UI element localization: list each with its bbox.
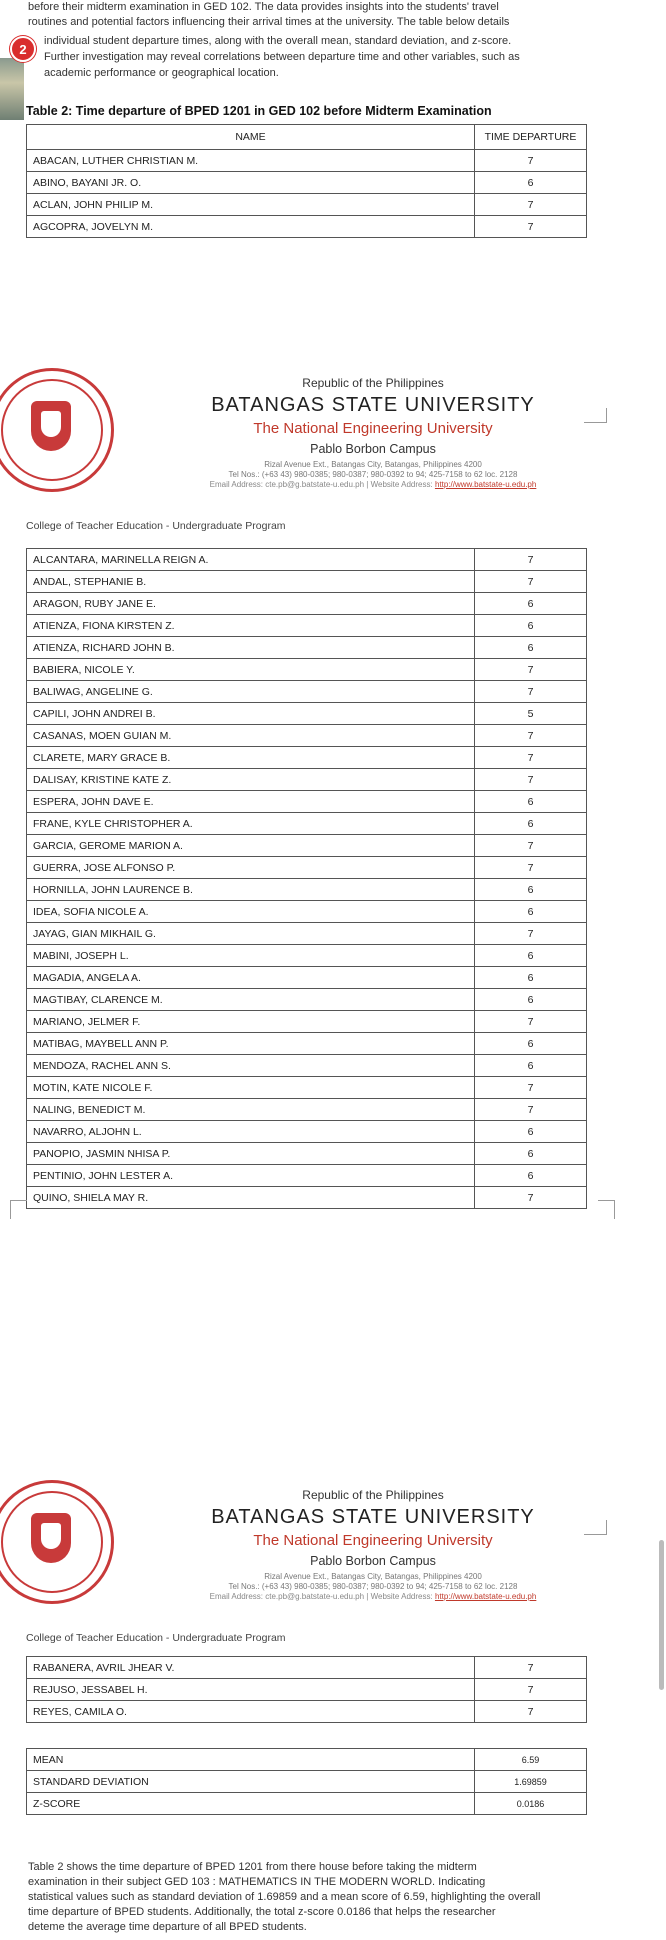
table-row <box>27 747 587 769</box>
student-name: JAYAG, GIAN MIKHAIL G. <box>27 923 475 945</box>
contact-line <box>80 480 666 489</box>
table-row <box>27 1077 587 1099</box>
time-value: 7 <box>475 1011 587 1033</box>
time-value: 6 <box>475 172 587 194</box>
intro-line: academic performance or geographical location. <box>44 67 279 79</box>
university-header <box>0 1480 666 1630</box>
time-value: 7 <box>475 747 587 769</box>
table-row <box>27 549 587 571</box>
table-row <box>27 791 587 813</box>
student-name: ANDAL, STEPHANIE B. <box>27 571 475 593</box>
table-row <box>27 725 587 747</box>
scrollbar[interactable] <box>659 1540 664 1690</box>
page-corner-mark <box>598 1200 615 1219</box>
campus-name: Pablo Borbon Campus <box>310 442 436 456</box>
student-name: CLARETE, MARY GRACE B. <box>27 747 475 769</box>
student-name: PANOPIO, JASMIN NHISA P. <box>27 1143 475 1165</box>
website-link[interactable]: http://www.batstate-u.edu.ph <box>434 1592 537 1601</box>
student-name: FRANE, KYLE CHRISTOPHER A. <box>27 813 475 835</box>
student-name: AGCOPRA, JOVELYN M. <box>27 216 475 238</box>
student-name: REYES, CAMILA O. <box>27 1701 475 1723</box>
conclusion-line: statistical values such as standard deviation of 1.69859 and a mean score of 6.59, highlighting the overall <box>28 1891 541 1903</box>
student-name: CASANAS, MOEN GUIAN M. <box>27 725 475 747</box>
table-row <box>27 967 587 989</box>
student-name: MAGADIA, ANGELA A. <box>27 967 475 989</box>
campus-address: Rizal Avenue Ext., Batangas City, Batangas, Philippines 4200 <box>264 460 482 469</box>
notification-badge[interactable]: 2 <box>10 36 36 62</box>
time-value: 7 <box>475 835 587 857</box>
republic-label: Republic of the Philippines <box>302 1488 444 1502</box>
intro-line: before their midterm examination in GED 102. The data provides insights into the students' travel <box>28 1 499 13</box>
stat-value: 6.59 <box>475 1749 587 1771</box>
name-column-header: NAME <box>27 125 475 150</box>
time-value: 6 <box>475 945 587 967</box>
table-row <box>27 703 587 725</box>
program-label: College of Teacher Education - Undergraduate Program <box>26 1632 286 1644</box>
time-column-header: TIME DEPARTURE <box>475 125 587 150</box>
page-corner-mark <box>584 1520 607 1535</box>
table-row <box>27 1143 587 1165</box>
intro-line: Further investigation may reveal correlations between departure time and other variables, such as <box>44 51 520 63</box>
conclusion-line: Table 2 shows the time departure of BPED 1201 from there house before taking the midterm <box>28 1861 477 1873</box>
republic-label: Republic of the Philippines <box>302 376 444 390</box>
university-name: BATANGAS STATE UNIVERSITY <box>211 394 535 416</box>
time-value: 7 <box>475 1657 587 1679</box>
student-name: IDEA, SOFIA NICOLE A. <box>27 901 475 923</box>
table-row <box>27 945 587 967</box>
conclusion-line: deteme the average time departure of all BPED students. <box>28 1921 307 1933</box>
table-row <box>27 216 587 238</box>
student-name: NALING, BENEDICT M. <box>27 1099 475 1121</box>
student-name: MARIANO, JELMER F. <box>27 1011 475 1033</box>
university-header <box>0 368 666 518</box>
time-value: 6 <box>475 637 587 659</box>
table-row <box>27 769 587 791</box>
telephone-numbers: Tel Nos.: (+63 43) 980-0385; 980-0387; 980-0392 to 94; 425-7158 to 62 loc. 2128 <box>228 470 518 479</box>
table-row <box>27 1679 587 1701</box>
stat-row-mean <box>27 1749 587 1771</box>
time-value: 7 <box>475 150 587 172</box>
time-value: 7 <box>475 725 587 747</box>
table-row <box>27 659 587 681</box>
email-label: Email Address: cte.pb@g.batstate-u.edu.ph | Website Address: <box>209 480 433 489</box>
website-link[interactable]: http://www.batstate-u.edu.ph <box>434 480 537 489</box>
telephone-numbers: Tel Nos.: (+63 43) 980-0385; 980-0387; 980-0392 to 94; 425-7158 to 62 loc. 2128 <box>228 1582 518 1591</box>
student-name: ABACAN, LUTHER CHRISTIAN M. <box>27 150 475 172</box>
table-row <box>27 150 587 172</box>
time-value: 7 <box>475 194 587 216</box>
departure-table-1 <box>26 124 587 238</box>
time-value: 6 <box>475 967 587 989</box>
table-row <box>27 172 587 194</box>
table-row <box>27 923 587 945</box>
table-row <box>27 1187 587 1209</box>
table-row <box>27 1165 587 1187</box>
conclusion-line: time departure of BPED students. Additionally, the total z-score 0.0186 that helps the researcher <box>28 1906 496 1918</box>
student-name: GUERRA, JOSE ALFONSO P. <box>27 857 475 879</box>
table-row <box>27 989 587 1011</box>
student-name: ALCANTARA, MARINELLA REIGN A. <box>27 549 475 571</box>
time-value: 7 <box>475 1701 587 1723</box>
time-value: 7 <box>475 857 587 879</box>
program-label: College of Teacher Education - Undergraduate Program <box>26 520 286 532</box>
campus-name: Pablo Borbon Campus <box>310 1554 436 1568</box>
time-value: 6 <box>475 615 587 637</box>
table-row <box>27 1033 587 1055</box>
stat-label: Z-SCORE <box>27 1793 475 1815</box>
university-name: BATANGAS STATE UNIVERSITY <box>211 1506 535 1528</box>
table-row <box>27 681 587 703</box>
table-row <box>27 857 587 879</box>
table-row <box>27 1099 587 1121</box>
student-name: MAGTIBAY, CLARENCE M. <box>27 989 475 1011</box>
email-label: Email Address: cte.pb@g.batstate-u.edu.ph | Website Address: <box>209 1592 433 1601</box>
student-name: HORNILLA, JOHN LAURENCE B. <box>27 879 475 901</box>
table-row <box>27 593 587 615</box>
stat-label: MEAN <box>27 1749 475 1771</box>
student-name: NAVARRO, ALJOHN L. <box>27 1121 475 1143</box>
time-value: 6 <box>475 1033 587 1055</box>
time-value: 7 <box>475 769 587 791</box>
table-row <box>27 813 587 835</box>
time-value: 7 <box>475 659 587 681</box>
table-row <box>27 1657 587 1679</box>
time-value: 5 <box>475 703 587 725</box>
time-value: 6 <box>475 593 587 615</box>
table-header-row <box>27 125 587 150</box>
table-row <box>27 1055 587 1077</box>
student-name: MOTIN, KATE NICOLE F. <box>27 1077 475 1099</box>
time-value: 7 <box>475 216 587 238</box>
student-name: ACLAN, JOHN PHILIP M. <box>27 194 475 216</box>
time-value: 6 <box>475 901 587 923</box>
time-value: 6 <box>475 879 587 901</box>
stat-label: STANDARD DEVIATION <box>27 1771 475 1793</box>
table-row <box>27 615 587 637</box>
stat-row-z-score <box>27 1793 587 1815</box>
page-corner-mark <box>584 408 607 423</box>
time-value: 7 <box>475 681 587 703</box>
thumbnail-image[interactable] <box>0 58 24 120</box>
student-name: BABIERA, NICOLE Y. <box>27 659 475 681</box>
table-row <box>27 901 587 923</box>
stat-row-standard-deviation <box>27 1771 587 1793</box>
student-name: REJUSO, JESSABEL H. <box>27 1679 475 1701</box>
student-name: QUINO, SHIELA MAY R. <box>27 1187 475 1209</box>
time-value: 7 <box>475 1077 587 1099</box>
page-corner-mark <box>10 1200 27 1219</box>
table-row <box>27 879 587 901</box>
student-name: MATIBAG, MAYBELL ANN P. <box>27 1033 475 1055</box>
conclusion-line: examination in their subject GED 103 : MATHEMATICS IN THE MODERN WORLD. Indicating <box>28 1876 486 1888</box>
campus-address: Rizal Avenue Ext., Batangas City, Batangas, Philippines 4200 <box>264 1572 482 1581</box>
table-row <box>27 194 587 216</box>
table-row <box>27 571 587 593</box>
time-value: 7 <box>475 1099 587 1121</box>
student-name: ATIENZA, RICHARD JOHN B. <box>27 637 475 659</box>
statistics-table <box>26 1748 587 1815</box>
table-row <box>27 835 587 857</box>
student-name: ESPERA, JOHN DAVE E. <box>27 791 475 813</box>
time-value: 6 <box>475 1121 587 1143</box>
student-name: PENTINIO, JOHN LESTER A. <box>27 1165 475 1187</box>
time-value: 7 <box>475 1187 587 1209</box>
contact-line <box>80 1592 666 1601</box>
time-value: 7 <box>475 549 587 571</box>
time-value: 6 <box>475 989 587 1011</box>
departure-table-2 <box>26 548 587 1209</box>
stat-value: 1.69859 <box>475 1771 587 1793</box>
university-tagline: The National Engineering University <box>253 1532 493 1549</box>
student-name: MENDOZA, RACHEL ANN S. <box>27 1055 475 1077</box>
table-row <box>27 1011 587 1033</box>
intro-section <box>0 0 666 310</box>
time-value: 7 <box>475 571 587 593</box>
intro-line: routines and potential factors influencing their arrival times at the university. The table below details <box>28 16 510 28</box>
time-value: 6 <box>475 813 587 835</box>
time-value: 6 <box>475 1143 587 1165</box>
time-value: 6 <box>475 791 587 813</box>
time-value: 6 <box>475 1165 587 1187</box>
departure-table-3 <box>26 1656 587 1723</box>
table-row <box>27 637 587 659</box>
intro-line: individual student departure times, along with the overall mean, standard deviation, and z-score. <box>44 35 512 47</box>
time-value: 6 <box>475 1055 587 1077</box>
student-name: RABANERA, AVRIL JHEAR V. <box>27 1657 475 1679</box>
student-name: ARAGON, RUBY JANE E. <box>27 593 475 615</box>
table-row <box>27 1701 587 1723</box>
time-value: 7 <box>475 1679 587 1701</box>
student-name: CAPILI, JOHN ANDREI B. <box>27 703 475 725</box>
student-name: DALISAY, KRISTINE KATE Z. <box>27 769 475 791</box>
student-name: BALIWAG, ANGELINE G. <box>27 681 475 703</box>
table-row <box>27 1121 587 1143</box>
time-value: 7 <box>475 923 587 945</box>
student-name: ABINO, BAYANI JR. O. <box>27 172 475 194</box>
student-name: ATIENZA, FIONA KIRSTEN Z. <box>27 615 475 637</box>
stat-value: 0.0186 <box>475 1793 587 1815</box>
student-name: MABINI, JOSEPH L. <box>27 945 475 967</box>
student-name: GARCIA, GEROME MARION A. <box>27 835 475 857</box>
university-tagline: The National Engineering University <box>253 420 493 437</box>
table-caption: Table 2: Time departure of BPED 1201 in GED 102 before Midterm Examination <box>26 104 492 118</box>
